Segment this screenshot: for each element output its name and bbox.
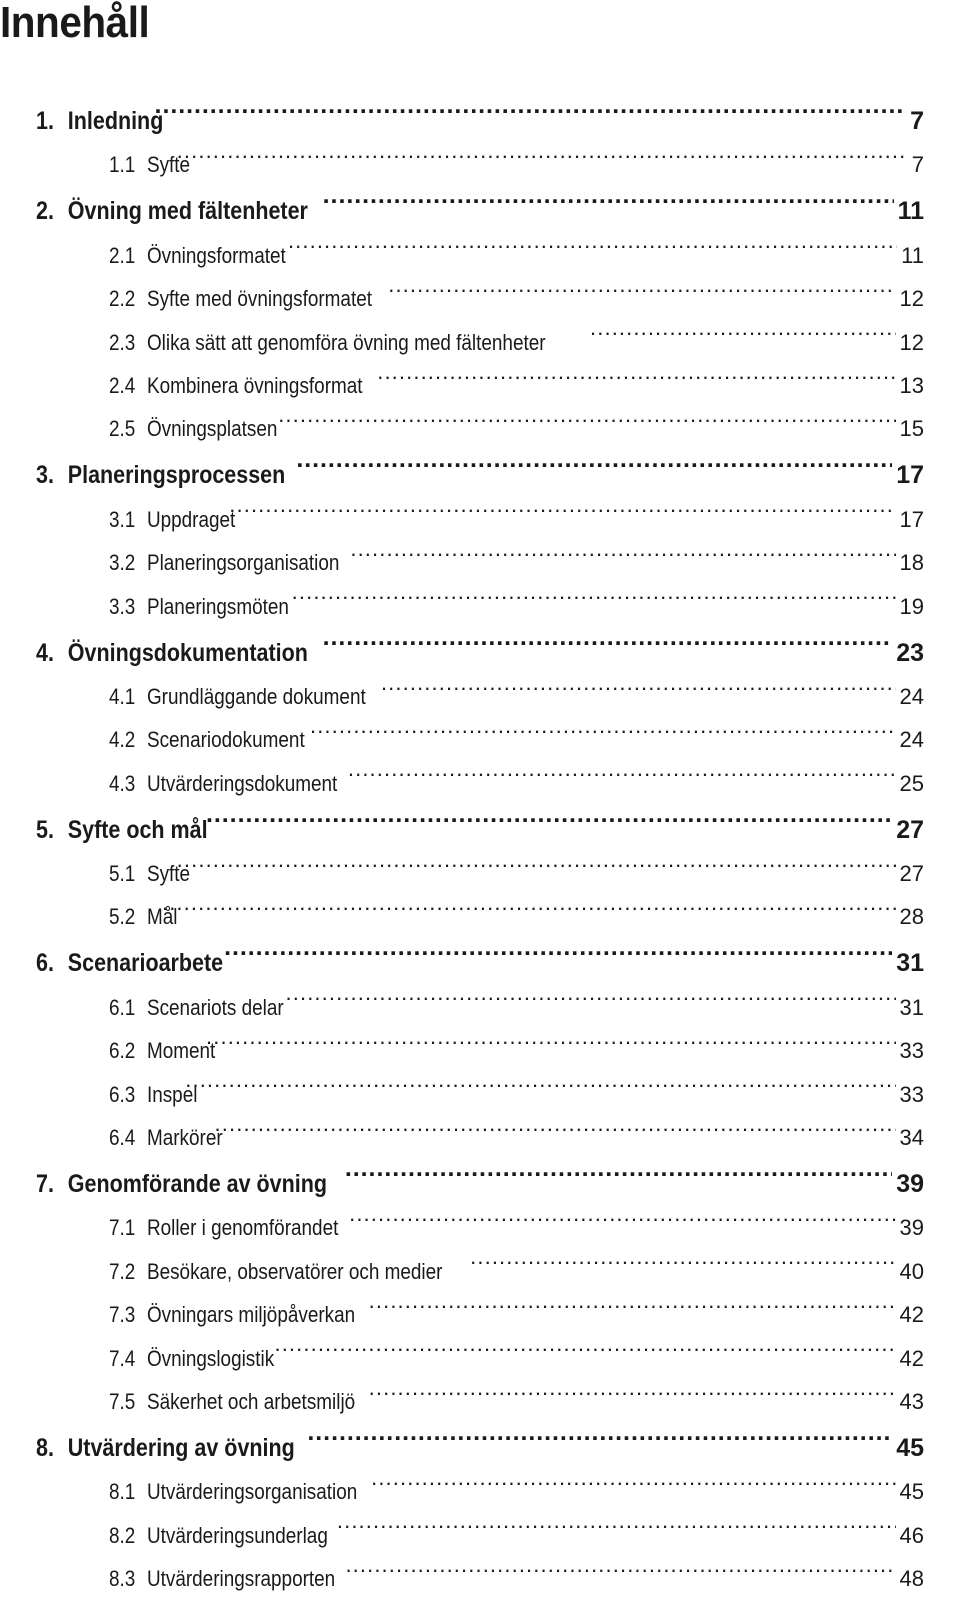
dot-leader <box>369 1366 896 1409</box>
toc-entry-title <box>109 234 286 277</box>
table-of-contents <box>36 82 924 1592</box>
toc-page-number: 40 <box>899 1258 924 1284</box>
toc-entry-number: 1. <box>36 107 54 135</box>
toc-page-number: 12 <box>899 286 924 312</box>
toc-entry-label: Scenarioarbete <box>67 949 224 978</box>
toc-entry-number: 4.2 <box>109 727 136 753</box>
toc-entry-label: Säkerhet och arbetsmiljö <box>146 1388 356 1414</box>
toc-page-number: 39 <box>899 1215 924 1241</box>
dot-leader <box>206 791 892 838</box>
toc-entry-label: Övningsformatet <box>146 242 286 268</box>
dot-leader <box>278 393 895 436</box>
dot-leader <box>323 172 894 219</box>
toc-entry-number: 4.1 <box>109 683 136 709</box>
toc-page-number: 43 <box>899 1388 924 1414</box>
toc-entry-label: Uppdraget <box>146 506 236 532</box>
toc-entry-label: Inledning <box>67 107 164 135</box>
toc-page-number: 7 <box>910 107 924 135</box>
toc-entry-label: Kombinera övningsformat <box>146 372 363 398</box>
toc-entry-label: Utvärderingsdokument <box>146 770 338 796</box>
toc-page-number: 11 <box>897 197 924 226</box>
toc-entry-label: Övning med fältenheter <box>67 197 308 226</box>
toc-entry-title <box>109 498 235 541</box>
toc-page-number: 12 <box>899 329 924 355</box>
toc-entry-label: Syfte <box>146 152 191 178</box>
toc-page-number: 45 <box>896 1433 924 1462</box>
dot-leader <box>350 527 895 570</box>
toc-entry-title <box>36 98 163 145</box>
toc-page-number: 25 <box>899 770 924 796</box>
toc-entry-number: 4. <box>36 638 54 667</box>
toc-entry-label: Planeringsorganisation <box>146 550 340 576</box>
toc-entry-number: 7.5 <box>109 1388 136 1414</box>
dot-leader <box>307 1409 892 1456</box>
toc-entry-number: 6.2 <box>109 1038 136 1064</box>
toc-page-number: 27 <box>896 815 924 844</box>
toc-entry-number: 7.4 <box>109 1345 136 1371</box>
toc-page-number: 23 <box>896 638 924 667</box>
page-title: Innehåll <box>0 0 150 47</box>
toc-entry-number: 6.4 <box>109 1125 136 1151</box>
toc-entry-label: Syfte och mål <box>67 815 208 844</box>
toc-page-number: 39 <box>896 1170 924 1199</box>
dot-leader <box>369 1279 896 1322</box>
toc-entry-label: Planeringsprocessen <box>67 461 286 490</box>
toc-entry-number: 2.1 <box>109 242 136 268</box>
toc-entry-label: Utvärdering av övning <box>67 1433 295 1462</box>
dot-leader <box>177 838 896 881</box>
toc-page-number: 34 <box>899 1125 924 1151</box>
toc-page-number: 27 <box>899 861 924 887</box>
toc-page-number: 13 <box>899 372 924 398</box>
toc-entry-title <box>109 407 277 450</box>
dot-leader <box>349 1192 895 1235</box>
toc-entry-label: Grundläggande dokument <box>146 683 366 709</box>
toc-page-number: 17 <box>896 461 924 490</box>
dot-leader <box>337 1499 896 1542</box>
dot-leader <box>388 263 895 306</box>
dot-leader <box>286 971 896 1014</box>
dot-leader <box>288 219 897 262</box>
toc-entry-number: 8. <box>36 1433 54 1462</box>
toc-entry-title <box>36 630 308 677</box>
toc-page-number: 31 <box>899 994 924 1020</box>
toc-entry-label: Roller i genomförandet <box>146 1215 339 1241</box>
toc-entry-title <box>36 1161 327 1208</box>
toc-entry-title <box>109 1206 338 1249</box>
toc-page-number: 17 <box>899 506 924 532</box>
toc-entry-number: 8.1 <box>109 1479 136 1505</box>
toc-entry-label: Övningsplatsen <box>146 416 278 442</box>
dot-leader <box>371 1456 895 1499</box>
dot-leader <box>185 1058 895 1101</box>
toc-entry-label: Syfte <box>146 861 191 887</box>
dot-leader <box>470 1235 895 1278</box>
toc-entry-number: 3.2 <box>109 550 136 576</box>
toc-page-number: 18 <box>899 550 924 576</box>
toc-entry-title <box>109 1073 197 1116</box>
toc-entry-number: 1.1 <box>109 152 136 178</box>
toc-page-number: 33 <box>899 1038 924 1064</box>
dot-leader <box>323 614 893 661</box>
toc-entry-number: 2. <box>36 197 54 226</box>
toc-entry-number: 4.3 <box>109 770 136 796</box>
toc-entry-number: 2.4 <box>109 372 136 398</box>
toc-entry-number: 5. <box>36 815 54 844</box>
toc-entry-title <box>109 1116 223 1159</box>
toc-entry-label: Syfte med övningsformatet <box>146 286 372 312</box>
toc-entry-label: Inspel <box>146 1081 198 1107</box>
dot-leader <box>215 1102 896 1145</box>
toc-entry-number: 7. <box>36 1170 54 1199</box>
toc-entry-label: Övningsdokumentation <box>67 638 308 667</box>
dot-leader <box>345 1543 895 1586</box>
toc-page-number: 46 <box>899 1522 924 1548</box>
toc-page-number: 24 <box>899 683 924 709</box>
toc-section-entry[interactable] <box>36 129 924 178</box>
toc-page-number: 19 <box>899 593 924 619</box>
toc-entry-label: Utvärderingsorganisation <box>146 1479 358 1505</box>
toc-entry-title <box>109 1337 274 1380</box>
toc-page-number: 11 <box>901 242 924 268</box>
toc-entry-label: Scenariots delar <box>146 994 284 1020</box>
toc-entry-label: Olika sätt att genomföra övning med fältenheter <box>146 329 546 355</box>
toc-entry-number: 3.1 <box>109 506 136 532</box>
toc-page-number: 42 <box>899 1345 924 1371</box>
toc-section-entry[interactable] <box>36 881 924 930</box>
toc-entry-number: 7.1 <box>109 1215 136 1241</box>
toc-entry-number: 3. <box>36 461 54 490</box>
dot-leader <box>162 881 896 924</box>
toc-entry-label: Utvärderingsunderlag <box>146 1522 328 1548</box>
toc-entry-label: Planeringsmöten <box>146 593 289 619</box>
toc-entry-label: Markörer <box>146 1125 223 1151</box>
dot-leader <box>348 747 896 790</box>
toc-entry-number: 3.3 <box>109 593 136 619</box>
dot-leader <box>377 350 895 393</box>
toc-entry-number: 2.3 <box>109 329 136 355</box>
toc-page-number: 15 <box>899 416 924 442</box>
toc-entry-number: 2.2 <box>109 286 136 312</box>
toc-entry-title <box>109 1514 328 1557</box>
toc-entry-title <box>109 718 305 761</box>
toc-entry-number: 8.3 <box>109 1566 136 1592</box>
toc-entry-title <box>36 940 223 987</box>
toc-entry-number: 6.3 <box>109 1081 136 1107</box>
toc-entry-title <box>109 1557 335 1600</box>
dot-leader <box>345 1145 892 1192</box>
toc-page-number: 45 <box>899 1479 924 1505</box>
toc-entry-label: Övningars miljöpåverkan <box>146 1302 356 1328</box>
toc-page-number: 33 <box>899 1081 924 1107</box>
toc-entry-label: Mål <box>146 904 178 930</box>
toc-entry-title <box>36 188 308 235</box>
toc-entry-label: Moment <box>146 1038 216 1064</box>
dot-leader <box>292 570 896 613</box>
toc-page-number: 48 <box>899 1566 924 1592</box>
toc-entry-label: Besökare, observatörer och medier <box>146 1258 443 1284</box>
toc-entry-number: 7.3 <box>109 1302 136 1328</box>
toc-entry-title <box>36 1425 295 1472</box>
toc-entry-number: 6. <box>36 949 54 978</box>
toc-page-number: 7 <box>911 152 924 178</box>
dot-leader <box>310 704 896 747</box>
toc-entry-label: Scenariodokument <box>146 727 305 753</box>
toc-entry-number: 7.2 <box>109 1258 136 1284</box>
dot-leader <box>274 1322 895 1365</box>
toc-entry-number: 5.2 <box>109 904 136 930</box>
toc-page-number: 42 <box>899 1302 924 1328</box>
toc-page-number: 24 <box>899 727 924 753</box>
toc-chapter-entry[interactable] <box>36 82 924 135</box>
toc-entry-number: 2.5 <box>109 416 136 442</box>
toc-entry-title <box>109 1470 357 1513</box>
toc-entry-number: 8.2 <box>109 1522 136 1548</box>
toc-entry-number: 5.1 <box>109 861 136 887</box>
toc-entry-label: Utvärderingsrapporten <box>146 1566 336 1592</box>
dot-leader <box>590 306 896 349</box>
toc-entry-number: 6.1 <box>109 994 136 1020</box>
toc-entry-title <box>109 585 289 628</box>
dot-leader <box>206 1015 896 1058</box>
dot-leader <box>155 82 907 129</box>
dot-leader <box>224 924 892 971</box>
toc-page-number: 31 <box>896 949 924 978</box>
toc-entry-label: Övningslogistik <box>146 1345 275 1371</box>
toc-page-number: 28 <box>899 904 924 930</box>
dot-leader <box>229 483 895 526</box>
dot-leader <box>296 436 892 483</box>
toc-entry-label: Genomförande av övning <box>67 1170 328 1199</box>
dot-leader <box>381 661 896 704</box>
toc-entry-title <box>109 277 372 320</box>
dot-leader <box>177 129 908 172</box>
